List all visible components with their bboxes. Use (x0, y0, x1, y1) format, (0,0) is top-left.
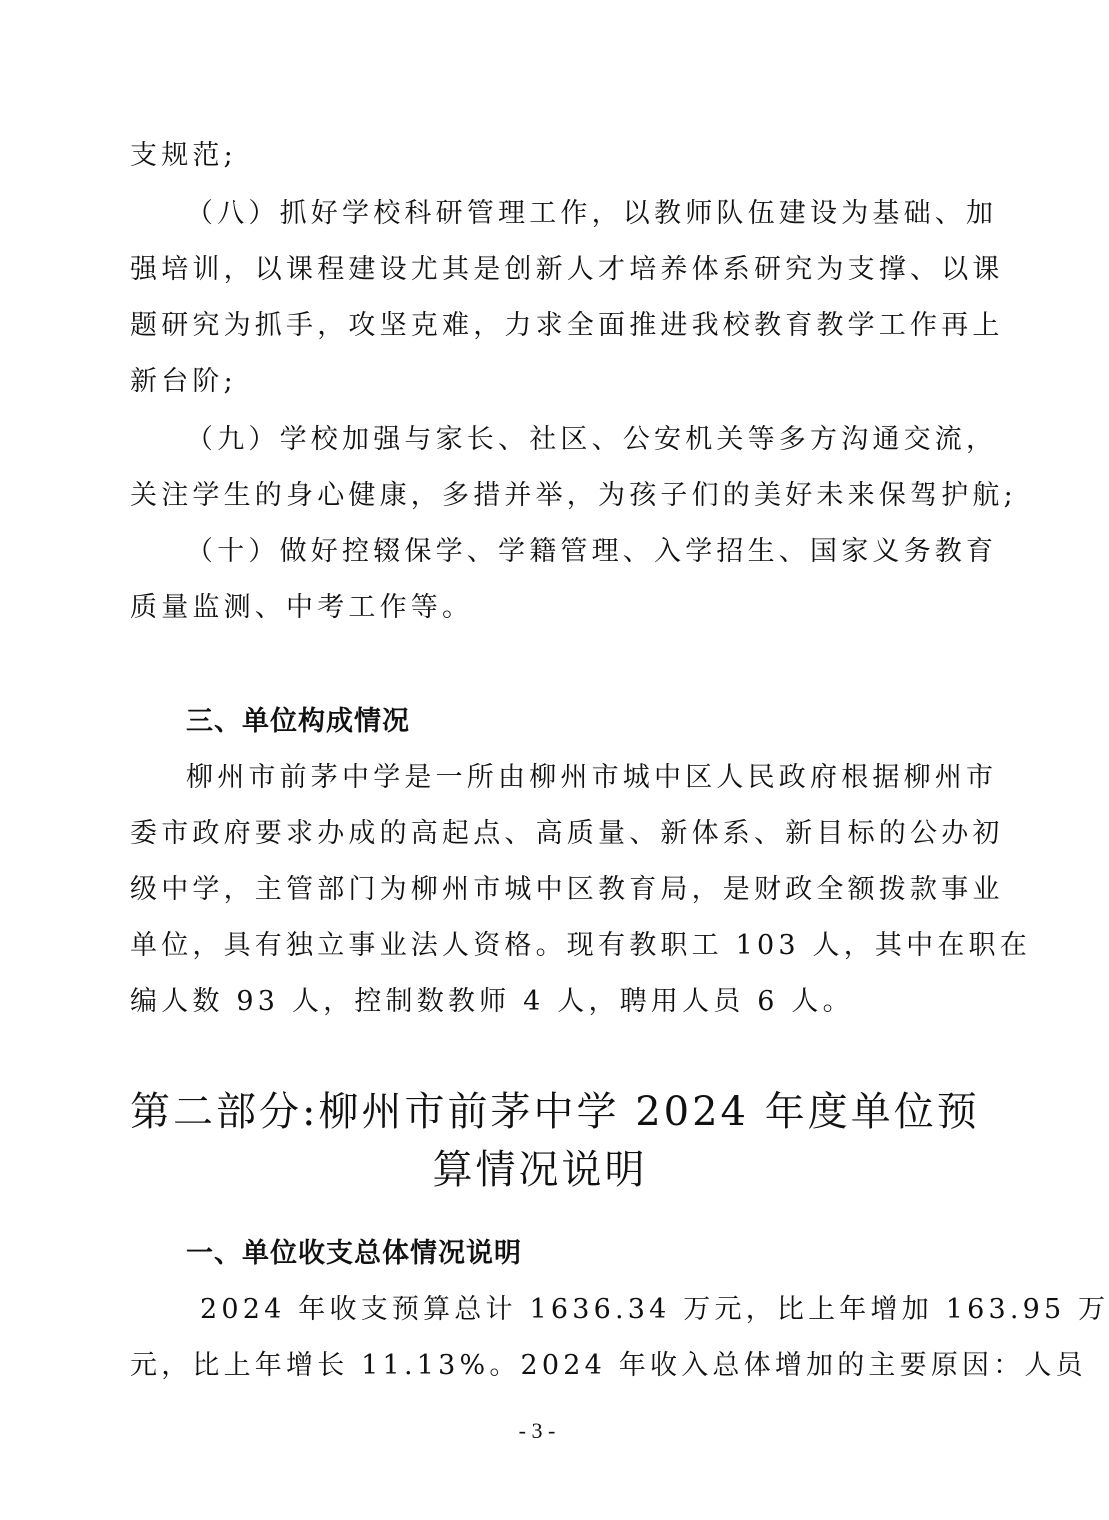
paragraph-line: 题研究为抓手，攻坚克难，力求全面推进我校教育教学工作再上 (130, 310, 1004, 341)
page-number: - 3 - (518, 1418, 556, 1443)
paragraph-line: 2024 年收支预算总计 1636.34 万元，比上年增加 163.95 万 (200, 1294, 1109, 1325)
paragraph-line: 强培训，以课程建设尤其是创新人才培养体系研究为支撑、以课 (130, 254, 1004, 285)
part-title-line-1: 第二部分:柳州市前茅中学 2024 年度单位预 (130, 1089, 980, 1135)
paragraph-line: 元，比上年增长 11.13%。2024 年收入总体增加的主要原因：人员 (130, 1350, 1087, 1381)
section-heading-unit-composition: 三、单位构成情况 (186, 706, 410, 737)
part-title-line-2: 算情况说明 (432, 1147, 648, 1193)
paragraph-line: 质量监测、中考工作等。 (130, 592, 474, 623)
paragraph-line: 编人数 93 人，控制数教师 4 人，聘用人员 6 人。 (130, 986, 854, 1017)
paragraph-line: （十）做好控辍保学、学籍管理、入学招生、国家义务教育 (186, 536, 998, 567)
paragraph-line: 柳州市前茅中学是一所由柳州市城中区人民政府根据柳州市 (186, 762, 998, 793)
paragraph-line: （九）学校加强与家长、社区、公安机关等多方沟通交流， (186, 424, 998, 455)
paragraph-line: 支规范; (130, 140, 237, 171)
paragraph-line: 委市政府要求办成的高起点、高质量、新体系、新目标的公办初 (130, 818, 1004, 849)
paragraph-line: 新台阶; (130, 366, 237, 397)
paragraph-line: 单位，具有独立事业法人资格。现有教职工 103 人，其中在职在 (130, 930, 1031, 961)
paragraph-line: 级中学，主管部门为柳州市城中区教育局，是财政全额拨款事业 (130, 874, 1004, 905)
section-heading-revenue-overview: 一、单位收支总体情况说明 (186, 1238, 522, 1269)
paragraph-line: （八）抓好学校科研管理工作，以教师队伍建设为基础、加 (186, 198, 998, 229)
paragraph-line: 关注学生的身心健康，多措并举，为孩子们的美好未来保驾护航; (130, 480, 1017, 511)
